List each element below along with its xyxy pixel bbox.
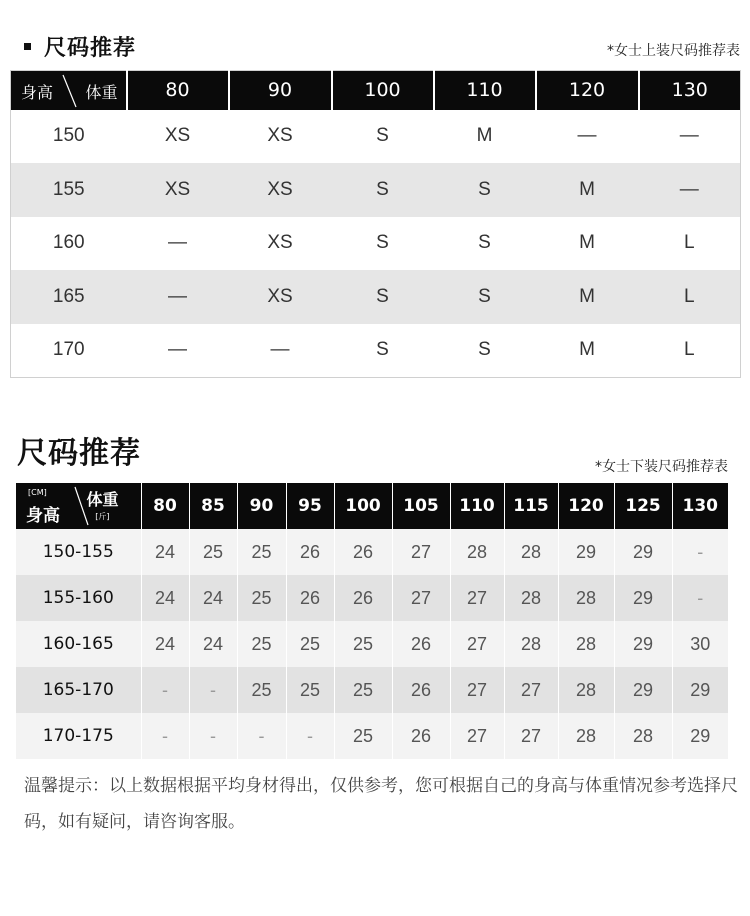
size-cell: L <box>639 270 741 324</box>
size-cell: 25 <box>334 713 392 759</box>
weight-header: 105 <box>392 483 450 529</box>
tops-size-table <box>10 70 741 378</box>
size-cell: 28 <box>504 529 558 575</box>
tops-header-row <box>11 71 741 110</box>
size-cell: 28 <box>504 621 558 667</box>
size-cell: XS <box>127 163 229 217</box>
table-row <box>16 713 728 759</box>
size-cell: - <box>237 713 286 759</box>
bottom-section-title: 尺码推荐 <box>17 436 141 471</box>
weight-header: 85 <box>189 483 237 529</box>
size-cell: S <box>332 217 434 271</box>
size-cell: 24 <box>141 621 189 667</box>
height-cell: 165 <box>11 270 127 324</box>
size-cell: M <box>536 163 639 217</box>
size-cell: S <box>434 217 536 271</box>
size-cell: S <box>332 110 434 164</box>
size-cell: 30 <box>672 621 728 667</box>
size-cell: 24 <box>141 575 189 621</box>
size-cell: 27 <box>450 575 504 621</box>
size-cell: 27 <box>450 713 504 759</box>
size-cell: 29 <box>558 529 614 575</box>
size-cell: 25 <box>237 621 286 667</box>
size-cell: 24 <box>189 575 237 621</box>
height-cell: 150 <box>11 110 127 164</box>
size-cell: — <box>229 324 332 378</box>
top-section-title: 尺码推荐 <box>44 35 137 61</box>
bullet-square-icon <box>24 43 31 50</box>
weight-header: 100 <box>332 71 434 110</box>
size-cell: 27 <box>450 621 504 667</box>
size-cell: XS <box>229 110 332 164</box>
height-cell: 160 <box>11 217 127 271</box>
size-cell: 29 <box>614 667 672 713</box>
height-range-cell: 165-170 <box>16 667 141 713</box>
size-cell: 28 <box>558 621 614 667</box>
weight-header: 80 <box>127 71 229 110</box>
weight-header: 95 <box>286 483 334 529</box>
size-cell: - <box>141 667 189 713</box>
size-cell: 25 <box>237 575 286 621</box>
weight-header: 110 <box>434 71 536 110</box>
size-cell: 24 <box>189 621 237 667</box>
weight-header: 90 <box>229 71 332 110</box>
size-cell: 26 <box>334 575 392 621</box>
bottoms-corner-cell <box>16 483 141 529</box>
size-cell: S <box>332 324 434 378</box>
size-cell: 25 <box>237 529 286 575</box>
corner-weight-label: 体重 <box>85 83 118 102</box>
size-cell: 26 <box>392 667 450 713</box>
corner-height-label: 身高 <box>21 83 54 102</box>
size-cell: 25 <box>286 667 334 713</box>
weight-header: 115 <box>504 483 558 529</box>
height-range-cell: 160-165 <box>16 621 141 667</box>
bottoms-header-row <box>16 483 728 529</box>
size-cell: 25 <box>286 621 334 667</box>
height-cell: 155 <box>11 163 127 217</box>
size-cell: 25 <box>334 667 392 713</box>
bottoms-size-table <box>16 483 728 759</box>
weight-header: 100 <box>334 483 392 529</box>
bottom-section-subtitle: *女士下装尺码推荐表 <box>595 459 728 475</box>
size-cell: 28 <box>558 667 614 713</box>
size-cell: S <box>434 324 536 378</box>
size-cell: 26 <box>286 575 334 621</box>
table-row <box>16 575 728 621</box>
size-cell: 27 <box>504 667 558 713</box>
size-cell: - <box>672 529 728 575</box>
size-tip-note: 温馨提示：以上数据根据平均身材得出，仅供参考，您可根据自己的身高与体重情况参考选择尺码，如有疑问，请咨询客服。 <box>24 776 738 832</box>
size-cell: 28 <box>558 713 614 759</box>
size-cell: 28 <box>558 575 614 621</box>
size-cell: — <box>127 324 229 378</box>
size-cell: 27 <box>450 667 504 713</box>
table-row <box>16 621 728 667</box>
table-row <box>11 324 741 378</box>
weight-header: 130 <box>639 71 741 110</box>
size-cell: 28 <box>450 529 504 575</box>
weight-header: 110 <box>450 483 504 529</box>
size-cell: 29 <box>672 713 728 759</box>
size-cell: — <box>639 163 741 217</box>
corner-height-label: 身高 <box>26 506 60 526</box>
height-range-cell: 155-160 <box>16 575 141 621</box>
weight-header: 90 <box>237 483 286 529</box>
size-cell: — <box>127 217 229 271</box>
weight-header: 130 <box>672 483 728 529</box>
size-cell: L <box>639 324 741 378</box>
table-row <box>16 529 728 575</box>
size-cell: 26 <box>286 529 334 575</box>
corner-cm-unit: [CM] <box>28 488 47 497</box>
size-cell: - <box>189 713 237 759</box>
height-cell: 170 <box>11 324 127 378</box>
table-row <box>11 270 741 324</box>
size-cell: 24 <box>141 529 189 575</box>
size-cell: M <box>434 110 536 164</box>
corner-weight-label: 体重 <box>86 490 119 509</box>
size-cell: 28 <box>504 575 558 621</box>
table-row <box>11 110 741 164</box>
size-cell: 26 <box>392 621 450 667</box>
size-cell: XS <box>127 110 229 164</box>
size-cell: 25 <box>334 621 392 667</box>
size-cell: S <box>332 270 434 324</box>
tops-corner-cell <box>11 71 127 110</box>
top-section-subtitle: *女士上装尺码推荐表 <box>607 43 740 59</box>
size-cell: 29 <box>614 575 672 621</box>
size-cell: M <box>536 217 639 271</box>
size-cell: 28 <box>614 713 672 759</box>
size-cell: 29 <box>614 529 672 575</box>
size-cell: M <box>536 270 639 324</box>
size-cell: 27 <box>392 529 450 575</box>
size-cell: 26 <box>392 713 450 759</box>
size-cell: — <box>639 110 741 164</box>
size-cell: 25 <box>189 529 237 575</box>
weight-header: 120 <box>558 483 614 529</box>
size-cell: 29 <box>614 621 672 667</box>
size-cell: 26 <box>334 529 392 575</box>
size-cell: XS <box>229 217 332 271</box>
table-row <box>11 217 741 271</box>
size-cell: S <box>332 163 434 217</box>
table-row <box>16 667 728 713</box>
size-cell: S <box>434 163 536 217</box>
size-cell: M <box>536 324 639 378</box>
size-cell: XS <box>229 270 332 324</box>
size-cell: 27 <box>504 713 558 759</box>
table-row <box>11 163 741 217</box>
size-cell: 27 <box>392 575 450 621</box>
size-cell: 29 <box>672 667 728 713</box>
weight-header: 120 <box>536 71 639 110</box>
size-cell: — <box>127 270 229 324</box>
top-section-header <box>24 30 136 62</box>
size-cell: - <box>141 713 189 759</box>
height-range-cell: 150-155 <box>16 529 141 575</box>
size-cell: S <box>434 270 536 324</box>
size-cell: L <box>639 217 741 271</box>
weight-header: 80 <box>141 483 189 529</box>
size-cell: - <box>672 575 728 621</box>
size-cell: XS <box>229 163 332 217</box>
corner-jin-unit: [斤] <box>95 512 110 521</box>
size-cell: — <box>536 110 639 164</box>
size-cell: 25 <box>237 667 286 713</box>
size-cell: - <box>286 713 334 759</box>
height-range-cell: 170-175 <box>16 713 141 759</box>
size-cell: - <box>189 667 237 713</box>
weight-header: 125 <box>614 483 672 529</box>
